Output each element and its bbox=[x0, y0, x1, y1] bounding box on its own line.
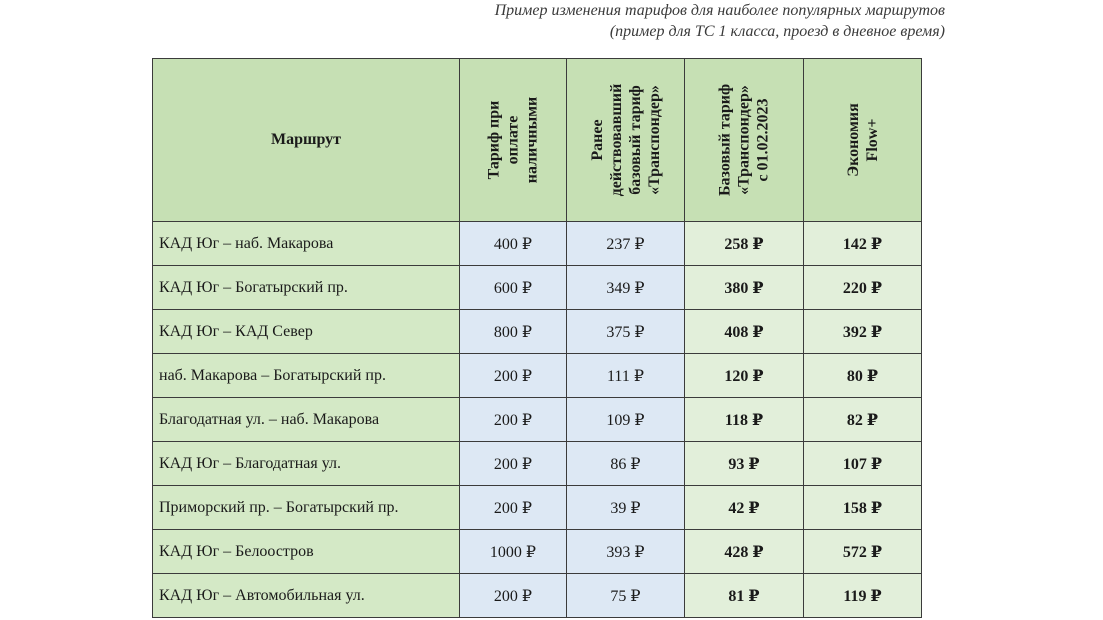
route-cell: Благодатная ул. – наб. Макарова bbox=[153, 398, 460, 442]
route-cell: наб. Макарова – Богатырский пр. bbox=[153, 354, 460, 398]
cash-tariff-cell: 200 ₽ bbox=[460, 574, 567, 618]
base-tariff-cell: 42 ₽ bbox=[685, 486, 804, 530]
header-old-line: Ранее bbox=[588, 119, 606, 161]
header-savings-line: Экономия bbox=[844, 103, 862, 177]
header-base-text bbox=[716, 84, 773, 196]
old-tariff-cell: 237 ₽ bbox=[567, 222, 685, 266]
base-tariff-cell: 258 ₽ bbox=[685, 222, 804, 266]
savings-cell: 80 ₽ bbox=[804, 354, 922, 398]
cash-tariff-cell: 600 ₽ bbox=[460, 266, 567, 310]
tariff-table bbox=[152, 58, 922, 618]
header-cash-line: оплате bbox=[504, 115, 522, 165]
route-cell: КАД Юг – наб. Макарова bbox=[153, 222, 460, 266]
savings-cell: 119 ₽ bbox=[804, 574, 922, 618]
old-tariff-cell: 349 ₽ bbox=[567, 266, 685, 310]
header-old-text bbox=[588, 84, 664, 197]
header-savings-line: Flow+ bbox=[863, 118, 881, 162]
old-tariff-cell: 39 ₽ bbox=[567, 486, 685, 530]
savings-cell: 220 ₽ bbox=[804, 266, 922, 310]
cash-tariff-cell: 200 ₽ bbox=[460, 486, 567, 530]
savings-cell: 158 ₽ bbox=[804, 486, 922, 530]
table-row bbox=[153, 310, 922, 354]
cash-tariff-cell: 1000 ₽ bbox=[460, 530, 567, 574]
header-base-tariff bbox=[685, 59, 804, 222]
table-row bbox=[153, 222, 922, 266]
old-tariff-cell: 86 ₽ bbox=[567, 442, 685, 486]
base-tariff-cell: 408 ₽ bbox=[685, 310, 804, 354]
table-row bbox=[153, 530, 922, 574]
header-base-line: с 01.02.2023 bbox=[754, 98, 772, 182]
base-tariff-cell: 93 ₽ bbox=[685, 442, 804, 486]
header-savings-text bbox=[844, 103, 882, 177]
base-tariff-cell: 118 ₽ bbox=[685, 398, 804, 442]
header-cash-tariff bbox=[460, 59, 567, 222]
header-old-line: действовавший bbox=[607, 83, 625, 197]
old-tariff-cell: 393 ₽ bbox=[567, 530, 685, 574]
header-base-line: «Транспондер» bbox=[735, 85, 753, 195]
header-cash-text bbox=[485, 97, 542, 183]
header-old-line: базовый тариф bbox=[626, 85, 644, 195]
header-old-line: «Транспондер» bbox=[645, 85, 663, 195]
cash-tariff-cell: 200 ₽ bbox=[460, 398, 567, 442]
route-cell: КАД Юг – КАД Север bbox=[153, 310, 460, 354]
old-tariff-cell: 75 ₽ bbox=[567, 574, 685, 618]
header-cash-line: Тариф при bbox=[485, 100, 503, 180]
savings-cell: 142 ₽ bbox=[804, 222, 922, 266]
old-tariff-cell: 111 ₽ bbox=[567, 354, 685, 398]
table-row bbox=[153, 354, 922, 398]
table-row bbox=[153, 398, 922, 442]
header-base-line: Базовый тариф bbox=[716, 83, 734, 197]
base-tariff-cell: 81 ₽ bbox=[685, 574, 804, 618]
caption-title: Пример изменения тарифов для наиболее популярных маршрутов bbox=[494, 2, 945, 19]
caption-subtitle: (пример для ТС 1 класса, проезд в дневное время) bbox=[609, 23, 945, 40]
route-cell: КАД Юг – Белоостров bbox=[153, 530, 460, 574]
savings-cell: 107 ₽ bbox=[804, 442, 922, 486]
cash-tariff-cell: 200 ₽ bbox=[460, 442, 567, 486]
table-row bbox=[153, 266, 922, 310]
header-savings bbox=[804, 59, 922, 222]
header-old-tariff bbox=[567, 59, 685, 222]
old-tariff-cell: 109 ₽ bbox=[567, 398, 685, 442]
table-row bbox=[153, 442, 922, 486]
route-cell: Приморский пр. – Богатырский пр. bbox=[153, 486, 460, 530]
cash-tariff-cell: 200 ₽ bbox=[460, 354, 567, 398]
table-header-row bbox=[153, 59, 922, 222]
savings-cell: 82 ₽ bbox=[804, 398, 922, 442]
base-tariff-cell: 428 ₽ bbox=[685, 530, 804, 574]
cash-tariff-cell: 800 ₽ bbox=[460, 310, 567, 354]
old-tariff-cell: 375 ₽ bbox=[567, 310, 685, 354]
savings-cell: 392 ₽ bbox=[804, 310, 922, 354]
route-cell: КАД Юг – Автомобильная ул. bbox=[153, 574, 460, 618]
cash-tariff-cell: 400 ₽ bbox=[460, 222, 567, 266]
header-route: Маршрут bbox=[153, 59, 460, 222]
base-tariff-cell: 380 ₽ bbox=[685, 266, 804, 310]
route-cell: КАД Юг – Благодатная ул. bbox=[153, 442, 460, 486]
base-tariff-cell: 120 ₽ bbox=[685, 354, 804, 398]
table-row bbox=[153, 486, 922, 530]
table-caption bbox=[495, 0, 945, 42]
route-cell: КАД Юг – Богатырский пр. bbox=[153, 266, 460, 310]
table-row bbox=[153, 574, 922, 618]
savings-cell: 572 ₽ bbox=[804, 530, 922, 574]
header-cash-line: наличными bbox=[523, 96, 541, 184]
